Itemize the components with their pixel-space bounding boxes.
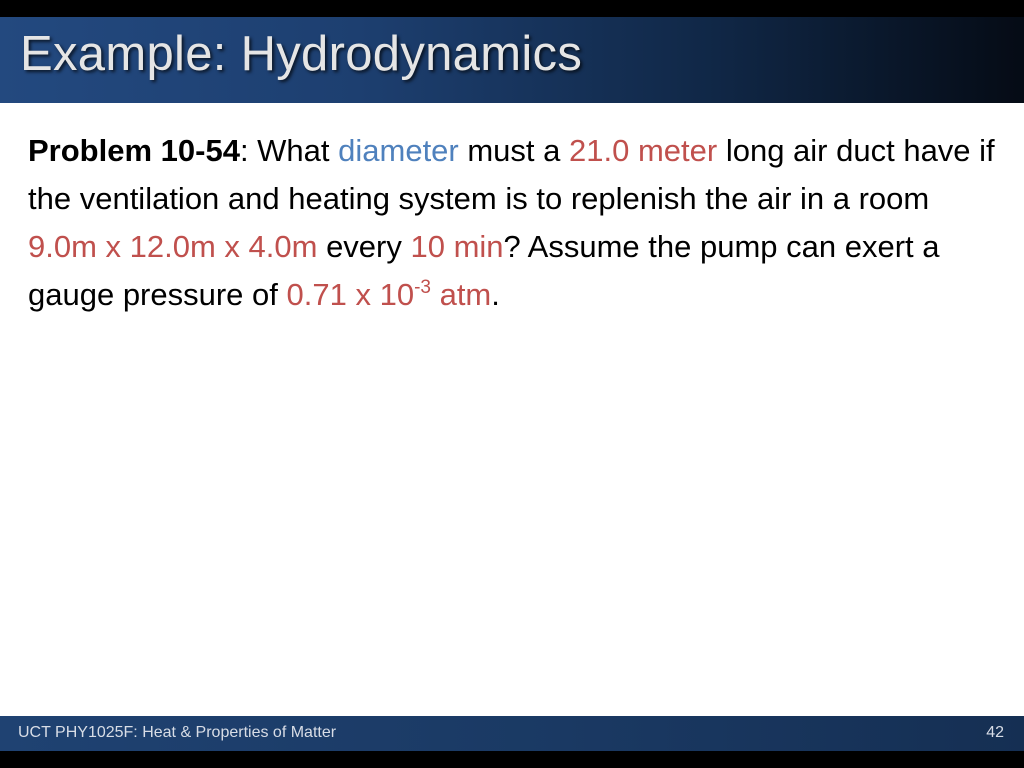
text-segment: ? Assume the pump can exert a gauge pressure of <box>28 229 940 312</box>
pressure-unit: atm <box>430 277 492 312</box>
slide-number: 42 <box>986 724 1004 741</box>
highlight-diameter: diameter <box>338 133 459 168</box>
highlight-interval: 10 min <box>410 229 504 264</box>
pressure-exponent: -3 <box>414 277 431 298</box>
text-segment: long air duct have if the ventilation and heating system is to replenish the air in a room <box>28 133 995 216</box>
text-segment: must a <box>458 133 570 168</box>
pressure-base: 0.71 x 10 <box>286 277 415 312</box>
problem-statement <box>28 127 996 319</box>
problem-label: Problem 10-54 <box>28 133 240 168</box>
highlight-length: 21.0 meter <box>569 133 718 168</box>
footer-course-title: UCT PHY1025F: Heat & Properties of Matter <box>18 724 337 741</box>
text-segment: : What <box>239 133 339 168</box>
footer-bar <box>0 716 1024 751</box>
highlight-pressure <box>287 277 492 312</box>
text-segment: . <box>491 277 500 312</box>
slide-title: Example: Hydrodynamics <box>20 27 583 81</box>
text-segment: every <box>317 229 411 264</box>
slide-content <box>0 103 1024 716</box>
highlight-room-dimensions: 9.0m x 12.0m x 4.0m <box>28 229 318 264</box>
